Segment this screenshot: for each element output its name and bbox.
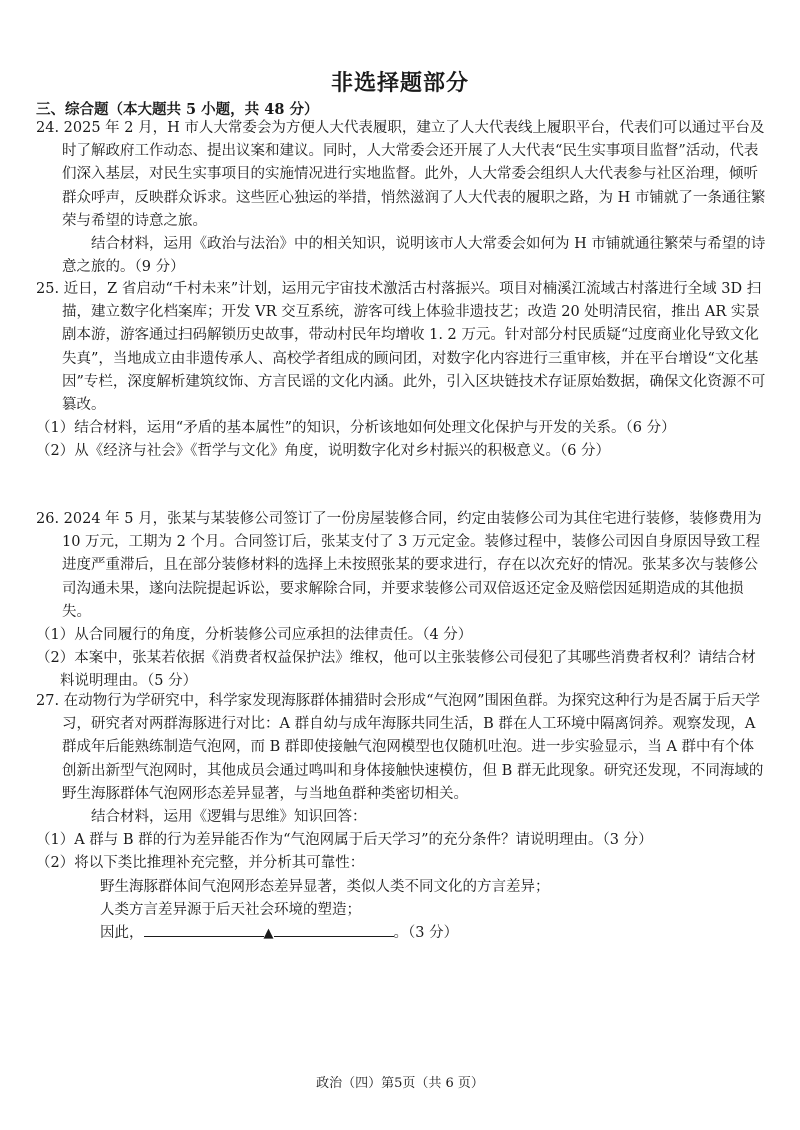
answer-blank-left[interactable] (144, 922, 264, 937)
question-27 (36, 690, 768, 945)
analogy-premise-1: 野生海豚群体间气泡网形态差异显著，类似人类不同文化的方言差异； (100, 878, 550, 895)
analogy-premise-2: 人类方言差异源于后天社会环境的塑造； (100, 901, 361, 918)
page-footer: 政治（四）第5页（共 6 页） (316, 1076, 484, 1091)
question-25-sub2: （2）从《经济与社会》《哲学与文化》角度，说明数字化对乡村振兴的积极意义。（6 分） (36, 443, 611, 460)
question-24 (36, 117, 768, 279)
question-25 (36, 278, 768, 464)
answer-marker: ▲ (263, 926, 274, 942)
analogy-prefix: 因此， (100, 925, 144, 942)
question-26-sub1: （1）从合同履行的角度，分析装修公司应承担的法律责任。（4 分） (36, 627, 473, 644)
question-24-material: 24. 2025 年 2 月，H 市人大常委会为方便人大代表履职，建立了人大代表线上履职平台，代表们可以通过平台及时了解政府工作动态、提出议案和建议。同时，人大常委会还开展了人大代表“民生实事项目监督”活动，代表们深入基层，对民生实事项目的实施情况进行实地监督。此外，人大常委会组织人大代表参与社区治理，倾听群众呼声，反映群众诉求。这些匠心独运的举措，悄然滋润了人大代表的履职之路，为 H 市铺就了一条通往繁荣与希望的诗意之旅。 (36, 120, 766, 229)
question-25-material: 25. 近日，Z 省启动“千村未来”计划，运用元宇宙技术激活古村落振兴。项目对楠溪江流域古村落进行全域 3D 扫描，建立数字化档案库；开发 VR 交互系统，游客可线上体验非遗技艺；改造 20 处明清民宿，推出 AR 实景剧本游，游客通过扫码解锁历史故事，带动村民年均增收 1. 2 万元。针对部分村民质疑“过度商业化导致文化失真”，当地成立由非遗传承人、高校学者组成的顾问团，对数字化内容进行三重审核，并在平台增设“文化基因”专栏，深度解析建筑纹饰、方言民谣的文化内涵。此外，引入区块链技术存证原始数据，确保文化资源不可篡改。 (36, 281, 766, 414)
question-26-material: 26. 2024 年 5 月，张某与某装修公司签订了一份房屋装修合同，约定由装修公司为其住宅进行装修，装修费用为 10 万元，工期为 2 个月。合同签订后，张某支付了 3 万元定金。装修过程中，装修公司因自身原因导致工程进度严重滞后，且在部分装修材料的选择上未按照张某的要求进行，存在以次充好的情况。张某多次与装修公司沟通未果，遂向法院提起诉讼，要求解除合同，并要求装修公司双倍返还定金及赔偿因延期造成的其他损失。 (36, 511, 762, 620)
question-24-ask: 结合材料，运用《政治与法治》中的相关知识，说明该市人大常委会如何为 H 市铺就通往繁荣与希望的诗意之旅的。（9 分） (62, 236, 766, 276)
question-27-sub1: （1）A 群与 B 群的行为差异能否作为“气泡网属于后天学习”的充分条件？请说明理由。（3 分） (36, 832, 653, 849)
analogy-suffix: 。（3 分） (393, 925, 459, 942)
question-27-sub2: （2）将以下类比推理补充完整，并分析其可靠性： (36, 855, 365, 872)
question-27-ask: 结合材料，运用《逻辑与思维》知识回答： (91, 809, 367, 826)
page-title: 非选择题部分 (330, 70, 469, 96)
question-27-material: 27. 在动物行为学研究中，科学家发现海豚群体捕猎时会形成“气泡网”围困鱼群。为探究这种行为是否属于后天学习，研究者对两群海豚进行对比：A 群自幼与成年海豚共同生活，B 群在人工环境中隔离饲养。观察发现，A 群成年后能熟练制造气泡网，而 B 群即使接触气泡网模型也仅随机吐泡。进一步实验显示，当 A 群中有个体创新出新型气泡网时，其他成员会通过鸣叫和身体接触快速模仿，但 B 群无此现象。研究还发现，不同海域的野生海豚群体气泡网形态差异显著，与当地鱼群种类密切相关。 (36, 693, 764, 802)
answer-blank-right[interactable] (274, 922, 394, 937)
analogy-conclusion (36, 922, 768, 945)
question-25-sub1: （1）结合材料，运用“矛盾的基本属性”的知识，分析该地如何处理文化保护与开发的关系。（6 分） (36, 420, 676, 437)
question-26 (36, 508, 768, 694)
question-26-sub2: （2）本案中，张某若依据《消费者权益保护法》维权，他可以主张装修公司侵犯了其哪些消费者权利？请结合材料说明理由。（5 分） (36, 650, 756, 690)
section-heading: 三、综合题（本大题共 5 小题，共 48 分） (36, 101, 319, 118)
